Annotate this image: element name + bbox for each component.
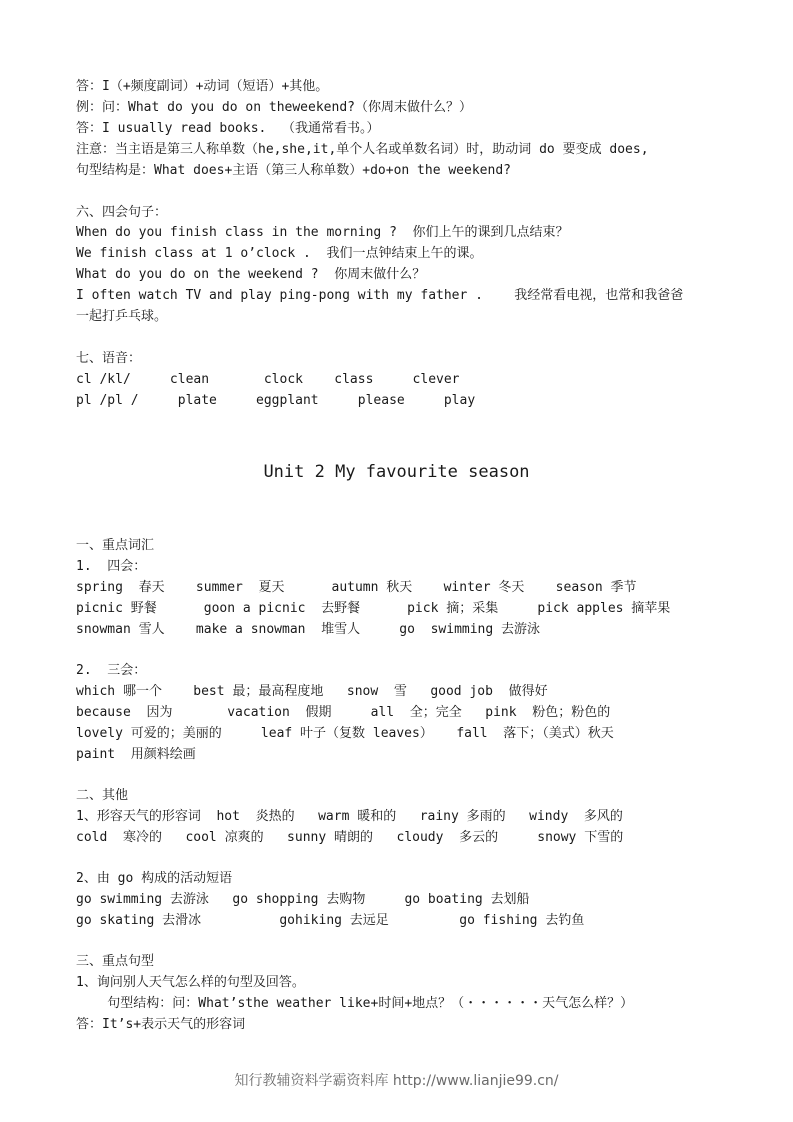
phonics-pl-line: pl /pl / plate eggplant please play <box>76 393 476 408</box>
phonics-cl-line: cl /kl/ clean clock class clever <box>76 372 460 387</box>
answer-structure-line: 答：I（+频度副词）+动词（短语）+其他。 <box>76 79 329 94</box>
weather-adjectives-line-2: cold 寒冷的 cool 凉爽的 sunny 晴朗的 cloudy 多云的 snowy 下雪的 <box>76 830 624 845</box>
sentence-line-1: When do you finish class in the morning ? 你们上午的课到几点结束？ <box>76 225 569 240</box>
subheading-three-skills: 2. 三会： <box>76 663 147 678</box>
vocab-line-1: spring 春天 summer 夏天 autumn 秋天 winter 冬天 season 季节 <box>76 580 637 595</box>
unit-title: Unit 2 My favourite season <box>263 462 530 482</box>
go-phrases-heading: 2、由 go 构成的活动短语 <box>76 871 233 886</box>
vocab-line-4: which 哪一个 best 最；最高程度地 snow 雪 good job 做得好 <box>76 684 548 699</box>
note-line-1: 注意：当主语是第三人称单数（he,she,it,单个人名或单数名词）时，助动词 do 要变成 does, <box>76 142 649 157</box>
vocab-line-7: paint 用颜料绘画 <box>76 747 196 762</box>
sentence-line-4: I often watch TV and play ping-pong with my father . 我经常看电视，也常和我爸爸 <box>76 288 684 303</box>
sentence-line-2: We finish class at 1 o’clock . 我们一点钟结束上午的课。 <box>76 246 483 261</box>
section-heading-phonics: 七、语音： <box>76 351 142 366</box>
key-sentence-structure: 句型结构：问：What’sthe weather like+时间+地点？（・・・・・・天气怎么样？） <box>76 996 634 1011</box>
vocab-line-6: lovely 可爱的；美丽的 leaf 叶子（复数 leaves） fall 落下；（美式）秋天 <box>76 726 614 741</box>
go-phrases-line-2: go skating 去滑冰 gohiking 去远足 go fishing 去钓鱼 <box>76 913 585 928</box>
subheading-four-skills: 1. 四会： <box>76 559 147 574</box>
example-answer-line: 答：I usually read books. （我通常看书。） <box>76 121 380 136</box>
vocab-line-3: snowman 雪人 make a snowman 堆雪人 go swimming 去游泳 <box>76 622 541 637</box>
example-question-line: 例：问：What do you do on theweekend?（你周末做什么？） <box>76 100 472 115</box>
section-heading-vocabulary: 一、重点词汇 <box>76 538 155 553</box>
vocab-line-5: because 因为 vacation 假期 all 全；完全 pink 粉色；粉色的 <box>76 705 611 720</box>
section-heading-other: 二、其他 <box>76 788 129 803</box>
sentence-line-3: What do you do on the weekend ? 你周末做什么？ <box>76 267 426 282</box>
vocab-line-2: picnic 野餐 goon a picnic 去野餐 pick 摘；采集 pick apples 摘苹果 <box>76 601 671 616</box>
weather-adjectives-line-1: 1、形容天气的形容词 hot 炎热的 warm 暖和的 rainy 多雨的 windy 多风的 <box>76 809 623 824</box>
section-heading-key-sentences: 三、重点句型 <box>76 954 155 969</box>
go-phrases-line-1: go swimming 去游泳 go shopping 去购物 go boating 去划船 <box>76 892 530 907</box>
footer-watermark: 知行教辅资料学霸资料库 http://www.lianjie99.cn/ <box>234 1073 559 1089</box>
key-sentence-answer: 答：It’s+表示天气的形容词 <box>76 1017 246 1032</box>
key-sentence-heading-1: 1、询问别人天气怎么样的句型及回答。 <box>76 975 305 990</box>
section-heading-sentences: 六、四会句子： <box>76 205 168 220</box>
note-line-2: 句型结构是：What does+主语（第三人称单数）+do+on the weekend? <box>76 163 511 178</box>
sentence-line-5: 一起打乒乓球。 <box>76 309 168 324</box>
